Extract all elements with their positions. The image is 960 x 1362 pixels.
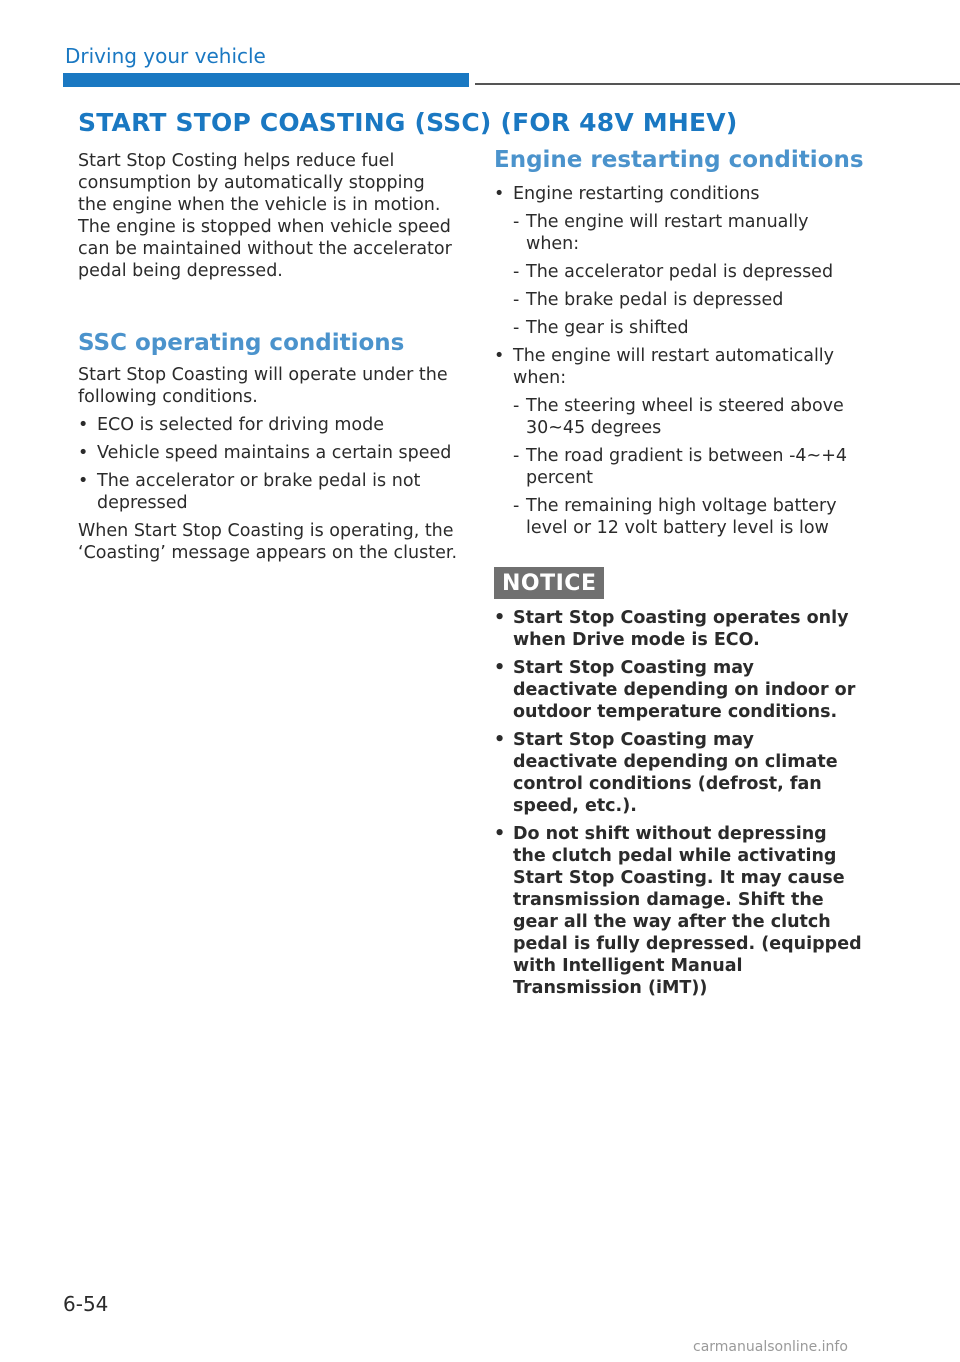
auto-restart-list xyxy=(513,395,864,539)
sub-list-item xyxy=(513,261,864,283)
notice-item-text: Start Stop Coasting operates only when Drive mode is ECO. xyxy=(513,608,849,650)
bullet-icon: • xyxy=(78,471,89,491)
list-item xyxy=(78,442,458,464)
list-item-text: Vehicle speed maintains a certain speed xyxy=(97,443,452,463)
dash-icon: - xyxy=(513,396,520,416)
ssc-outro: When Start Stop Coasting is operating, the ‘Coasting’ message appears on the cluster. xyxy=(78,521,458,563)
sub-list-item xyxy=(513,445,864,489)
header-rule-accent xyxy=(63,73,469,87)
list-item xyxy=(78,470,458,514)
notice-list xyxy=(494,607,864,999)
dash-icon: - xyxy=(513,496,520,516)
sub-list-item xyxy=(513,289,864,311)
sub-list-item xyxy=(513,495,864,539)
bullet-icon: • xyxy=(494,824,506,844)
header-rule xyxy=(475,83,960,85)
bullet-icon: • xyxy=(494,730,506,750)
list-item xyxy=(494,183,864,339)
bullet-icon: • xyxy=(78,415,89,435)
list-item-text: The engine will restart automatically when: xyxy=(513,346,835,388)
sub-list-item xyxy=(513,395,864,439)
dash-icon: - xyxy=(513,262,520,282)
sub-list-item-text: The gear is shifted xyxy=(526,318,689,338)
ssc-heading: SSC operating conditions xyxy=(78,330,405,356)
notice-item-text: Do not shift without depressing the clutch pedal while activating Start Stop Coasting. It may cause transmission damage. Shift the gear all the way after the clutch pedal is fully depressed. (equipped with Intelligent Manual Transmission (iMT)) xyxy=(513,824,862,998)
notice-item xyxy=(494,823,864,999)
restart-list xyxy=(494,183,864,539)
sub-list-item xyxy=(513,317,864,339)
sub-list-item-text: The remaining high voltage battery level or 12 volt battery level is low xyxy=(526,496,837,538)
left-column xyxy=(78,150,458,564)
notice-item xyxy=(494,607,864,651)
dash-icon: - xyxy=(513,318,520,338)
list-item-text: The accelerator or brake pedal is not depressed xyxy=(97,471,421,513)
sub-list-item-text: The steering wheel is steered above 30~45 degrees xyxy=(526,396,844,438)
notice-item-text: Start Stop Coasting may deactivate depending on climate control conditions (defrost, fan speed, etc.). xyxy=(513,730,838,816)
dash-icon: - xyxy=(513,446,520,466)
right-column xyxy=(494,147,864,999)
chapter-title: Driving your vehicle xyxy=(65,44,266,68)
list-item xyxy=(78,414,458,436)
watermark: carmanualsonline.info xyxy=(693,1339,848,1355)
notice-item xyxy=(494,657,864,723)
list-item-text: Engine restarting conditions xyxy=(513,184,760,204)
sub-list-item-text: The engine will restart manually when: xyxy=(526,212,809,254)
sub-list-item xyxy=(513,211,864,255)
dash-icon: - xyxy=(513,212,520,232)
bullet-icon: • xyxy=(494,184,505,204)
dash-icon: - xyxy=(513,290,520,310)
ssc-intro: Start Stop Coasting will operate under the following conditions. xyxy=(78,365,448,407)
section-title: START STOP COASTING (SSC) (FOR 48V MHEV) xyxy=(78,108,738,137)
page-number: 6-54 xyxy=(63,1292,109,1316)
ssc-conditions-list xyxy=(78,414,458,514)
bullet-icon: • xyxy=(494,346,505,366)
bullet-icon: • xyxy=(494,608,506,628)
bullet-icon: • xyxy=(494,658,506,678)
bullet-icon: • xyxy=(78,443,89,463)
manual-restart-list xyxy=(513,211,864,339)
sub-list-item-text: The accelerator pedal is depressed xyxy=(526,262,834,282)
sub-list-item-text: The brake pedal is depressed xyxy=(526,290,784,310)
notice-item-text: Start Stop Coasting may deactivate depending on indoor or outdoor temperature conditions. xyxy=(513,658,856,722)
intro-paragraph: Start Stop Costing helps reduce fuel consumption by automatically stopping the engine when the vehicle is in motion. The engine is stopped when vehicle speed can be maintained without the accelerator pedal being depressed. xyxy=(78,151,452,281)
list-item xyxy=(494,345,864,539)
notice-item xyxy=(494,729,864,817)
list-item-text: ECO is selected for driving mode xyxy=(97,415,384,435)
sub-list-item-text: The road gradient is between -4~+4 percent xyxy=(526,446,847,488)
notice-badge: NOTICE xyxy=(494,567,604,599)
restart-heading: Engine restarting conditions xyxy=(494,147,864,173)
